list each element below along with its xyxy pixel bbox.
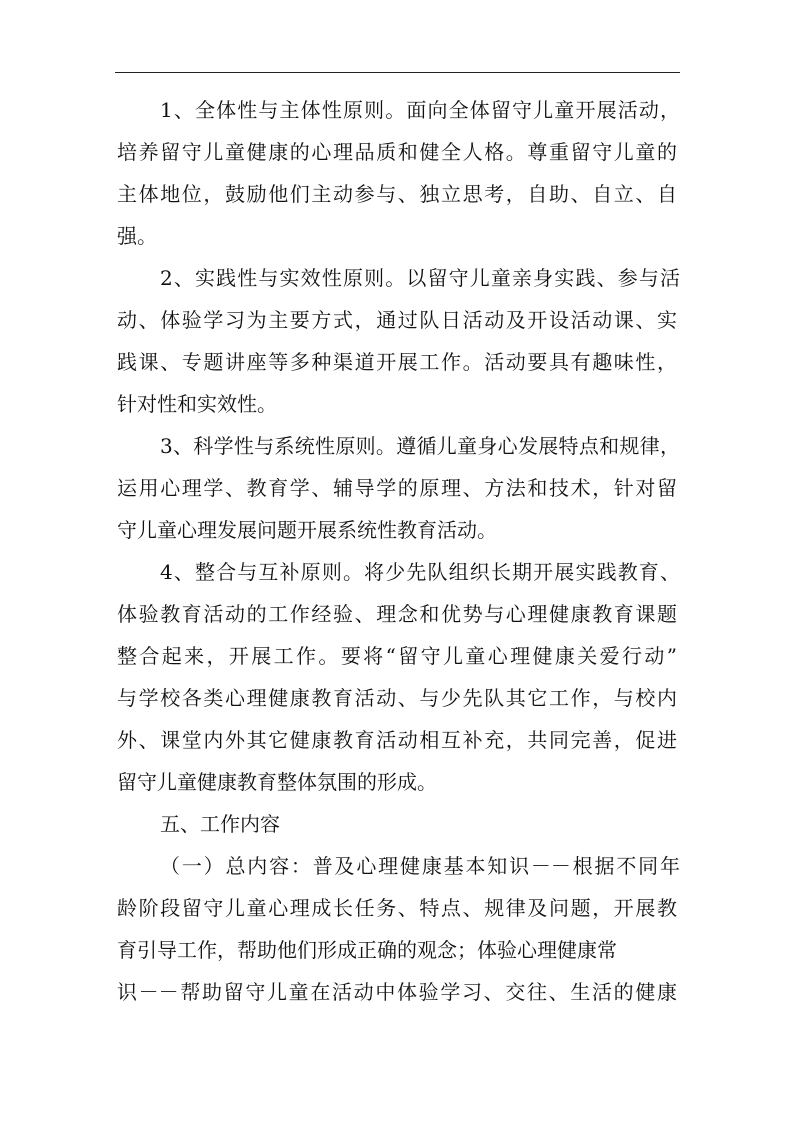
section-heading: 五、工作内容 [160,812,280,836]
paragraph-line: 培养留守儿童健康的心理品质和健全人格。尊重留守儿童的 [117,140,677,164]
paragraph-line: 育引导工作，帮助他们形成正确的观念；体验心理健康常 [117,938,617,962]
paragraph-line: 主体地位，鼓励他们主动参与、独立思考，自助、自立、自 [117,182,677,206]
paragraph-line: 3、科学性与系统性原则。遵循儿童身心发展特点和规律， [160,434,680,458]
header-rule [115,72,680,73]
paragraph-line: 4、整合与互补原则。将少先队组织长期开展实践教育、 [160,560,680,584]
paragraph-line: 动、体验学习为主要方式，通过队日活动及开设活动课、实 [117,308,677,332]
paragraph-line: 运用心理学、教育学、辅导学的原理、方法和技术，针对留 [117,476,677,500]
paragraph-line: 龄阶段留守儿童心理成长任务、特点、规律及问题，开展教 [117,896,677,920]
paragraph-line: 2、实践性与实效性原则。以留守儿童亲身实践、参与活 [160,266,680,290]
paragraph-line: 整合起来，开展工作。要将“留守儿童心理健康关爱行动” [117,644,677,668]
paragraph-line: 针对性和实效性。 [117,392,277,416]
paragraph-line: （一）总内容：普及心理健康基本知识－－根据不同年 [160,854,680,878]
paragraph-line: 践课、专题讲座等多种渠道开展工作。活动要具有趣味性， [117,350,677,374]
paragraph-line: 1、全体性与主体性原则。面向全体留守儿童开展活动， [160,98,680,122]
paragraph-line: 体验教育活动的工作经验、理念和优势与心理健康教育课题 [117,602,677,626]
paragraph-line: 强。 [117,224,157,248]
paragraph-line: 与学校各类心理健康教育活动、与少先队其它工作，与校内 [117,686,677,710]
paragraph-line: 守儿童心理发展问题开展系统性教育活动。 [117,518,497,542]
paragraph-line: 识－－帮助留守儿童在活动中体验学习、交往、生活的健康 [117,980,677,1004]
paragraph-line: 外、课堂内外其它健康教育活动相互补充，共同完善，促进 [117,728,677,752]
paragraph-line: 留守儿童健康教育整体氛围的形成。 [117,770,437,794]
